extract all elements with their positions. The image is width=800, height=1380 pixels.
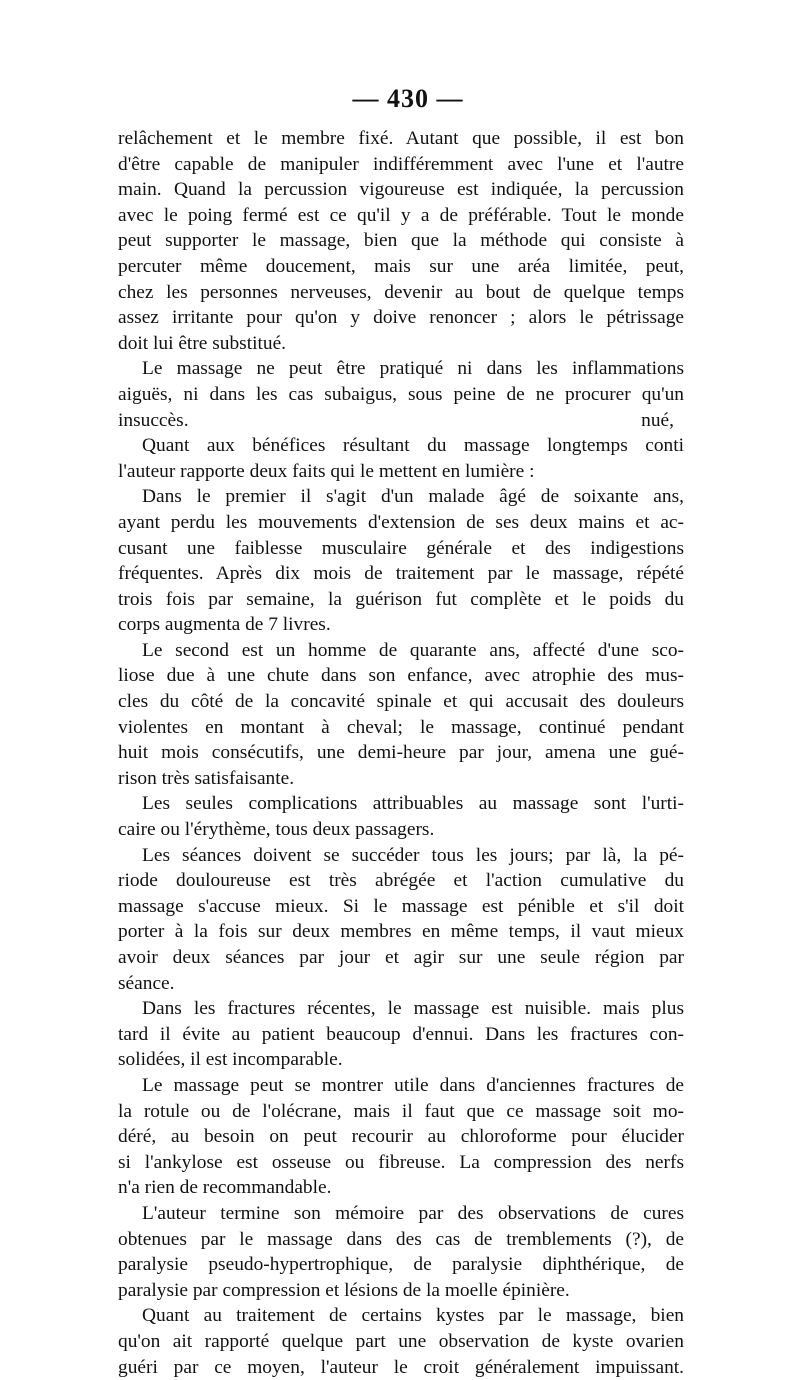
text-line: avec le poing fermé est ce qu'il y a de préférable. Tout le monde — [118, 203, 684, 229]
text-line: percuter même doucement, mais sur une aréa limitée, peut, — [118, 254, 684, 280]
text-line: trois fois par semaine, la guérison fut complète et le poids du — [118, 587, 684, 613]
document-page — [118, 84, 684, 1380]
text-line: Les séances doivent se succéder tous les jours; par là, la pé- — [118, 843, 684, 869]
text-line: paralysie pseudo-hypertrophique, de paralysie diphthérique, de — [118, 1252, 684, 1278]
text-line: d'être capable de manipuler indifféremment avec l'une et l'autre — [118, 152, 684, 178]
text-line: fréquentes. Après dix mois de traitement par le massage, répété — [118, 561, 684, 587]
text-line: assez irritante pour qu'on y doive renoncer ; alors le pétrissage — [118, 305, 684, 331]
text-line: tard il évite au patient beaucoup d'ennui. Dans les fractures con- — [118, 1022, 684, 1048]
text-line: riode douloureuse est très abrégée et l'action cumulative du — [118, 868, 684, 894]
text-line: massage s'accuse mieux. Si le massage est pénible et s'il doit — [118, 894, 684, 920]
text-line: qu'on ait rapporté quelque part une observation de kyste ovarien — [118, 1329, 684, 1355]
text-line: peut supporter le massage, bien que la méthode qui consiste à — [118, 228, 684, 254]
text-line: Quant au traitement de certains kystes par le massage, bien — [118, 1303, 684, 1329]
text-line: huit mois consécutifs, une demi-heure par jour, amena une gué- — [118, 740, 684, 766]
text-line: obtenues par le massage dans des cas de tremblements (?), de — [118, 1227, 684, 1253]
text-line: main. Quand la percussion vigoureuse est indiquée, la percussion — [118, 177, 684, 203]
text-line: solidées, il est incomparable. — [118, 1047, 684, 1073]
text-line: la rotule ou de l'olécrane, mais il faut que ce massage soit mo- — [118, 1099, 684, 1125]
text-line: séance. — [118, 971, 684, 997]
text-line: cusant une faiblesse musculaire générale et des indigestions — [118, 536, 684, 562]
text-line-right: nué, — [641, 408, 684, 434]
text-line: Les seules complications attribuables au massage sont l'urti- — [118, 791, 684, 817]
text-line: guéri par ce moyen, l'auteur le croit généralement impuissant. — [118, 1355, 684, 1380]
text-line-left: insuccès. — [118, 408, 189, 434]
text-line: rison très satisfaisante. — [118, 766, 684, 792]
text-line: caire ou l'érythème, tous deux passagers. — [118, 817, 684, 843]
text-line: corps augmenta de 7 livres. — [118, 612, 684, 638]
text-line: L'auteur termine son mémoire par des observations de cures — [118, 1201, 684, 1227]
text-line: ayant perdu les mouvements d'extension de ses deux mains et ac- — [118, 510, 684, 536]
text-line: si l'ankylose est osseuse ou fibreuse. La compression des nerfs — [118, 1150, 684, 1176]
text-line: n'a rien de recommandable. — [118, 1175, 684, 1201]
text-line: Quant aux bénéfices résultant du massage longtemps conti — [118, 433, 684, 459]
text-line: l'auteur rapporte deux faits qui le mettent en lumière : — [118, 459, 684, 485]
text-line: Le massage peut se montrer utile dans d'anciennes fractures de — [118, 1073, 684, 1099]
text-line: cles du côté de la concavité spinale et qui accusait des douleurs — [118, 689, 684, 715]
text-line — [118, 408, 684, 434]
text-line: aiguës, ni dans les cas subaigus, sous peine de ne procurer qu'un — [118, 382, 684, 408]
text-line: avoir deux séances par jour et agir sur une seule région par — [118, 945, 684, 971]
page-number: — 430 — — [132, 84, 684, 114]
text-line: Le second est un homme de quarante ans, affecté d'une sco- — [118, 638, 684, 664]
text-line: porter à la fois sur deux membres en même temps, il vaut mieux — [118, 919, 684, 945]
text-line: doit lui être substitué. — [118, 331, 684, 357]
body-text — [118, 126, 684, 1380]
text-line: Le massage ne peut être pratiqué ni dans les inflammations — [118, 356, 684, 382]
text-line: paralysie par compression et lésions de la moelle épinière. — [118, 1278, 684, 1304]
text-line: chez les personnes nerveuses, devenir au bout de quelque temps — [118, 280, 684, 306]
text-line: déré, au besoin on peut recourir au chloroforme pour élucider — [118, 1124, 684, 1150]
text-line: Dans le premier il s'agit d'un malade âgé de soixante ans, — [118, 484, 684, 510]
text-line: Dans les fractures récentes, le massage est nuisible. mais plus — [118, 996, 684, 1022]
text-line: violentes en montant à cheval; le massage, continué pendant — [118, 715, 684, 741]
text-line: liose due à une chute dans son enfance, avec atrophie des mus- — [118, 663, 684, 689]
text-line: relâchement et le membre fixé. Autant que possible, il est bon — [118, 126, 684, 152]
